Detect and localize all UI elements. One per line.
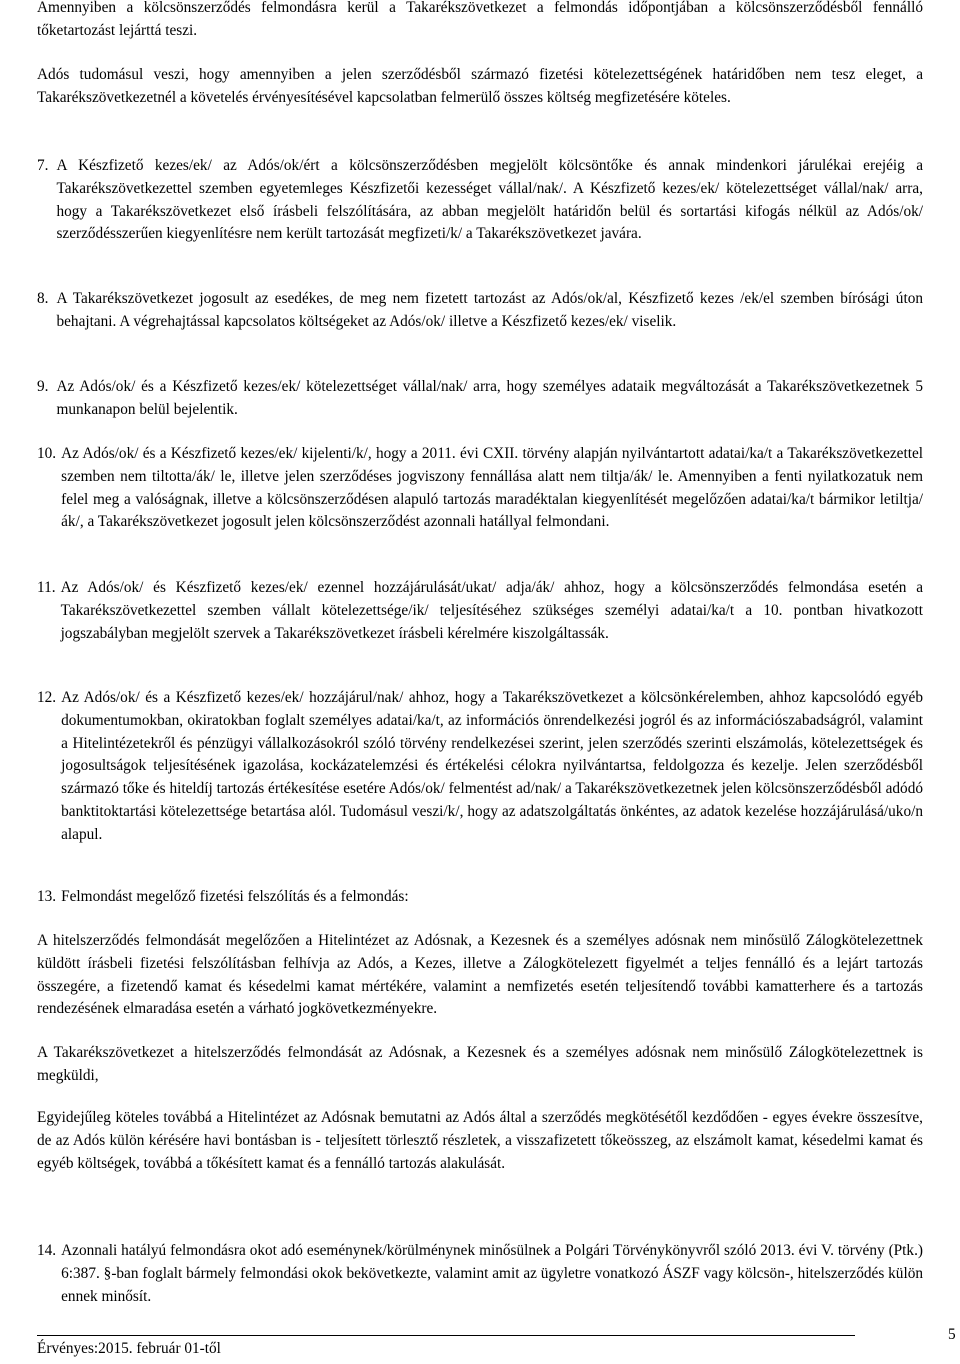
- footer-validity: Érvényes:2015. február 01-től: [37, 1340, 221, 1357]
- item-9-text: Az Adós/ok/ és a Készfizető kezes/ek/ kötelezettséget vállal/nak/ arra, hogy személyes adataik megváltozását a Takarékszövetkezetnek 5 munkanapon belül bejelentik.: [56, 378, 923, 418]
- item-7: [37, 155, 923, 246]
- item-14-text: Azonnali hatályú felmondásra okot adó eseménynek/körülménynek minősülnek a Polgári Törvénykönyvről szóló 2013. évi V. törvény (Ptk.) 6:387. §-ban foglalt bármely felmondási okok bekövetkezte, valamint amit az ügyletre vonatkozó ÁSZF vagy kölcsön-, hitelszerződés külön ennek minősít.: [61, 1242, 923, 1305]
- item-11-number: 11.: [37, 579, 56, 596]
- item-7-text: A Készfizető kezes/ek/ az Adós/ok/ért a kölcsönszerződésben megjelölt kölcsöntőke és annak mindenkori járulékai erejéig a Takarékszövetkezettel szemben egyetemleges Készfizetői kezességet vállal/nak/. A Készfizető kezes/ek/ kötelezettséget vállal/nak/ arra, hogy a Takarékszövetkezet első írásbeli felszólítására, az abban megjelölt határidőn belül és sortartási kifogás nélkül az Adós/ok/ szerződésszerűen kiegyenlítésre nem került tartozását megfizeti/k/ a Takarékszövetkezet javára.: [56, 157, 923, 243]
- item-11: [37, 577, 923, 645]
- page-number: 5: [948, 1326, 956, 1343]
- top-continuation-paragraph: Amennyiben a kölcsönszerződés felmondásra kerül a Takarékszövetkezet a felmondás időpontjában a kölcsönszerződésből fennálló tőketartozást lejárttá teszi.: [37, 0, 923, 39]
- item-9: [37, 376, 923, 422]
- item-9-number: 9.: [37, 378, 49, 395]
- footer-divider: [37, 1335, 855, 1336]
- item-13-number: 13.: [37, 888, 57, 905]
- item-12-number: 12.: [37, 689, 57, 706]
- item-8-text: A Takarékszövetkezet jogosult az esedékes, de meg nem fizetett tartozást az Adós/ok/al, Készfizető kezes /ek/el szemben bírósági úton behajtani. A végrehajtással kapcsolatos költségeket az Adós/ok/ illetve a Készfizető kezes/ek/ viselik.: [56, 290, 923, 330]
- item-13: [37, 886, 923, 909]
- section-13-paragraph-c: Egyidejűleg köteles továbbá a Hitelintézet az Adósnak bemutatni az Adós által a szerződés megkötésétől kezdődően - egyes évekre összesítve, de az Adós külön kérésére havi bontásban is - teljesített törlesztő részletek, a visszafizetett tőkeösszeg, az elszámolt kamat, késedelmi kamat és egyéb költségek, továbbá a tőkésített kamat és a fennálló tartozás alakulását.: [37, 1109, 923, 1172]
- item-7-number: 7.: [37, 157, 49, 174]
- item-11-text: Az Adós/ok/ és Készfizető kezes/ek/ ezennel hozzájárulását/ukat/ adja/ák/ ahhoz, hogy a kölcsönszerződés felmondása esetén a Takarékszövetkezettel szemben vállalt kötelezettsége/ik/ teljesítéséhez szükséges személyi adatai/ka/t a 10. pontban hivatkozott jogszabályban megjelölt szervek a Takarékszövetkezet írásbeli kérelmére kiszolgáltassák.: [60, 579, 923, 642]
- item-14-number: 14.: [37, 1242, 57, 1259]
- section-13-paragraph-a: A hitelszerződés felmondását megelőzően a Hitelintézet az Adósnak, a Kezesnek és a személyes adósnak nem minősülő Zálogkötelezettnek küldött írásbeli fizetési felszólításban felhívja az Adós, a Kezes, illetve a Zálogkötelezett figyelmét a teljes fennálló és a lejárt tartozás összegére, a fizetendő kamat és késedelmi kamat mértékére, valamint a nemfizetés esetén teljesítendő további kamatterhere és a tartozás rendezésének elmaradása esetén a várható jogkövetkezményekre.: [37, 932, 923, 1018]
- item-13-text: Felmondást megelőző fizetési felszólítás és a felmondás:: [61, 888, 409, 905]
- item-14: [37, 1240, 923, 1308]
- costs-paragraph: Adós tudomásul veszi, hogy amennyiben a jelen szerződésből származó fizetési kötelezettségének határidőben nem tesz eleget, a Takarékszövetkezetnél a követelés érvényesítésével kapcsolatban felmerülő összes költség megfizetésére köteles.: [37, 66, 923, 106]
- item-12-text: Az Adós/ok/ és a Készfizető kezes/ek/ hozzájárul/nak/ ahhoz, hogy a Takarékszövetkezet a kölcsönkérelemben, ahhoz kapcsolódó egyéb dokumentumokban, okiratokban foglalt személyes adatai/ka/t, az információs önrendelkezési jogról és az információszabadságról, valamint a Hitelintézetekről és pénzügyi vállalkozásokról szóló törvény rendelkezései szerint, jelen szerződés szerinti elszámolás, kötelezettségek és jogosultságok teljesítésének igazolása, kockázatelemzési és értékelési célokra nyilvántartsa, feldolgozza és kezelje. Jelen szerződésből származó tőke és hiteldíj tartozás értékesítése esetére Adós/ok/ felmentést ad/nak/ a Takarékszövetkezetnek jelen kölcsönszerződésből adódó banktitoktartási kötelezettsége betartása alól. Tudomásul veszi/k/, hogy az adatszolgáltatás önkéntes, az adatok kezelése hozzájárulásá/uko/n alapul.: [61, 689, 923, 843]
- section-13-paragraph-b: A Takarékszövetkezet a hitelszerződés felmondását az Adósnak, a Kezesnek és a személyes adósnak nem minősülő Zálogkötelezettnek is megküldi,: [37, 1044, 923, 1084]
- item-10-number: 10.: [37, 445, 57, 462]
- item-8-number: 8.: [37, 290, 49, 307]
- item-8: [37, 288, 923, 334]
- item-10-text: Az Adós/ok/ és a Készfizető kezes/ek/ kijelenti/k/, hogy a 2011. évi CXII. törvény alapján nyilvántartott adatai/ka/t a Takarékszövetkezettel szemben nem tiltotta/ák/ le, illetve jelen szerződéses jogviszony fennállása alatt nem tiltja/ák/ le. Amennyiben a fenti nyilatkozatuk nem felel meg a valóságnak, illetve a kölcsönszerződésen alapuló tartozás maradéktalan kiegyenlítését megelőzően adatai/ka/t bármikor letiltja/ák/, a Takarékszövetkezet jogosult jelen kölcsönszerződést azonnali hatállyal felmondani.: [61, 445, 923, 531]
- item-12: [37, 687, 923, 847]
- item-10: [37, 443, 923, 534]
